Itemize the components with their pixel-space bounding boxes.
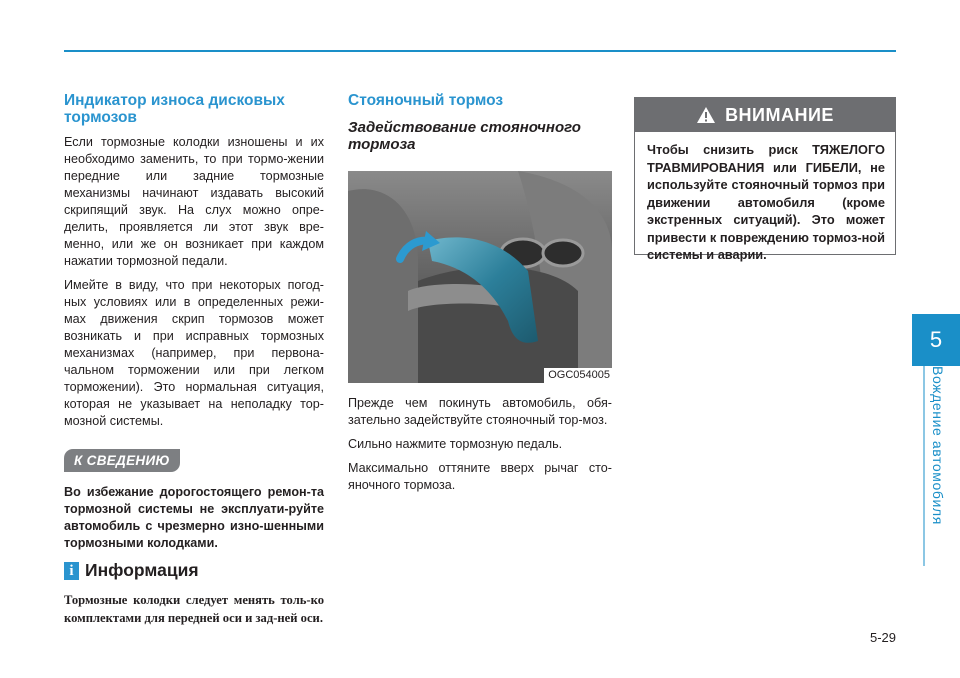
- page-number: 5-29: [869, 630, 896, 645]
- top-rule: [64, 50, 896, 52]
- chapter-label: Вождение автомобиля: [930, 366, 946, 525]
- paragraph: Если тормозные колодки изношены и их необходимо заменить, то при тормо-жении передние или задние тормозные механизмы начинают издавать высокий скрипящий звук. На слух можно опре-делить, проявляется ли этот звук вре-менно, или же он возникает при каждом нажатии тормозной педали.: [64, 135, 324, 268]
- note-badge: К СВЕДЕНИЮ: [64, 449, 180, 472]
- subsection-heading: Задействование стояночного тормоза: [348, 119, 581, 153]
- note-text: Во избежание дорогостоящего ремон-та тормозной системы не эксплуати-руйте автомобиль с чрезмерно изно-шенными тормозными колодками.: [64, 485, 324, 550]
- section-heading-parking-brake: Стояночный тормоз: [348, 92, 504, 109]
- paragraph: Максимально оттяните вверх рычаг сто-яночного тормоза.: [348, 461, 612, 492]
- warning-text: Чтобы снизить риск ТЯЖЕЛОГО ТРАВМИРОВАНИЯ или ГИБЕЛИ, не используйте стояночный тормоз при движении автомобиля (кроме экстренных ситуаций). Это может привести к повреждению тормоз-ной системы и аварии.: [647, 142, 885, 262]
- parking-brake-illustration: [348, 171, 612, 383]
- chapter-tab: 5: [912, 314, 960, 366]
- info-icon: i: [64, 562, 79, 580]
- info-title: Информация: [85, 560, 199, 580]
- warning-header: [635, 98, 895, 132]
- warning-box: [634, 97, 896, 262]
- parking-brake-photo: [348, 171, 612, 383]
- section-heading-brake-wear: Индикатор износа дисковых тормозов: [64, 92, 285, 126]
- paragraph: Имейте в виду, что при некоторых погод-ных условиях или в определенных режи-мах движения скрип тормозов может возникать и при исправных тормозных механизмах (например, при первона-чальном торможении или при легком торможении). Это нормальная ситуация, которая не указывает на неполадку тор-мозной системы.: [64, 278, 324, 428]
- info-header: [64, 560, 324, 581]
- middle-column: [348, 92, 612, 501]
- left-column: [64, 92, 324, 627]
- paragraph: Прежде чем покинуть автомобиль, обя-зательно задействуйте стояночный тор-моз.: [348, 396, 612, 427]
- info-text: Тормозные колодки следует менять толь-ко комплектами для передней оси и зад-ней оси.: [64, 593, 324, 625]
- paragraph: Сильно нажмите тормозную педаль.: [348, 437, 563, 451]
- warning-title: ВНИМАНИЕ: [725, 104, 834, 125]
- warning-triangle-icon: [696, 106, 716, 124]
- image-code: OGC054005: [544, 368, 612, 383]
